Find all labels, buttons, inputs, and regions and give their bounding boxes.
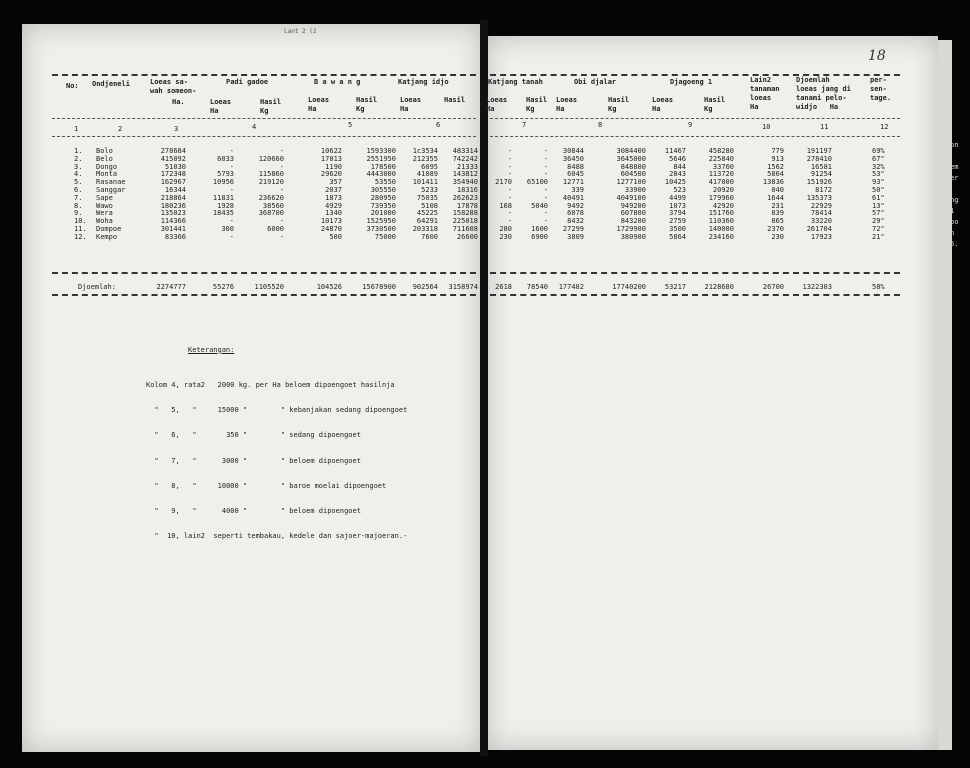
- page-number: 18: [868, 48, 886, 64]
- table-cell-lain: 230: [771, 232, 784, 241]
- table-cell-kat-h: 225018: [452, 217, 478, 226]
- total-dj-loeas: 53217: [664, 283, 686, 291]
- table-cell-sawah: 218864: [160, 193, 186, 202]
- table-cell-padi-h: 6000: [267, 225, 284, 233]
- table-cell-baw-h: 53550: [374, 178, 396, 187]
- header-dj-loeas: Loeas Ha: [652, 96, 674, 113]
- header-djagoeng: Djagoeng 1: [670, 78, 713, 86]
- table-cell-padi-l: 11831: [212, 193, 234, 202]
- table-cell-dj-tot: 22929: [810, 201, 832, 210]
- table-cell-obi-h: 380900: [620, 232, 646, 241]
- total-padi-hasil: 1105520: [254, 283, 284, 291]
- total-kt-hasil: 78540: [526, 283, 548, 291]
- colnum: 11: [820, 123, 829, 131]
- table-cell-baw-h: 305550: [370, 186, 396, 194]
- table-cell-kat-l: 75035: [416, 193, 438, 202]
- table-cell-dj-l: 844: [673, 162, 686, 171]
- table-cell-dj-tot: 151926: [806, 178, 832, 187]
- colnum: 10: [762, 123, 771, 131]
- table-cell-obi-h: 4049100: [616, 193, 646, 202]
- table-cell-kt-h: 6900: [531, 232, 548, 241]
- colnum: 12: [880, 123, 889, 131]
- notes-title: Keterangan:: [188, 345, 235, 354]
- table-cell-dj-h: 42920: [712, 201, 734, 210]
- table-cell-name: Kempo: [96, 232, 118, 241]
- table-cell-baw-l: 357: [329, 178, 342, 187]
- header-katjang-hasil: Hasil: [444, 96, 466, 104]
- table-cell-kat-h: 18316: [456, 186, 478, 194]
- header-katjang-tanah: Katjang tanah: [488, 78, 543, 86]
- total-top-rule: [52, 272, 476, 274]
- table-cell-dj-tot: 191197: [806, 147, 832, 155]
- header-kt-loeas: Loeas Ha: [486, 96, 508, 113]
- table-cell-name: Wawo: [96, 201, 113, 210]
- table-cell-baw-h: 280950: [370, 193, 396, 202]
- table-cell-obi-h: 843200: [620, 217, 646, 226]
- table-cell-baw-h: 4443000: [366, 170, 396, 179]
- table-cell-obi-h: 607800: [620, 209, 646, 218]
- table-cell-padi-h: -: [279, 147, 284, 155]
- table-cell-kat-l: 1c3534: [412, 147, 438, 155]
- table-cell-pct: 57": [872, 209, 885, 218]
- table-cell-kt-h: 5040: [531, 201, 548, 210]
- table-cell-obi-l: 36450: [562, 154, 584, 163]
- table-cell-dj-l: 3794: [669, 209, 686, 218]
- notes-line: " 6, " 350 " " sedang dipoengoet: [146, 431, 361, 440]
- header-lain-tanaman: Lain2 tanaman loeas Ha: [750, 76, 780, 111]
- header-katjang-idjo: Katjang idjo: [398, 78, 449, 86]
- table-cell-obi-l: 9492: [567, 201, 584, 210]
- table-cell-baw-l: 1340: [325, 209, 342, 218]
- header-bottom-rule: [52, 136, 476, 137]
- table-cell-name: Belo: [96, 154, 113, 163]
- table-cell-dj-l: 4499: [669, 193, 686, 202]
- table-cell-no: 8.: [74, 201, 83, 210]
- table-cell-pct: 50": [872, 186, 885, 194]
- table-cell-kt-l: -: [507, 170, 512, 179]
- table-cell-lain: 040: [771, 186, 784, 194]
- total-bottom-rule: [52, 294, 476, 296]
- table-cell-padi-h: 115860: [258, 170, 284, 179]
- table-cell-dj-h: 110360: [708, 217, 734, 226]
- colnum: 4: [252, 123, 257, 131]
- table-cell-dj-h: 20920: [712, 186, 734, 194]
- table-cell-no: 9.: [74, 209, 83, 218]
- table-cell-pct: 69%: [872, 147, 885, 155]
- colnum: 2: [118, 125, 123, 133]
- table-cell-padi-l: -: [229, 232, 234, 241]
- header-kt-hasil: Hasil Kg: [526, 96, 548, 113]
- table-cell-obi-l: 3809: [567, 232, 584, 241]
- table-cell-padi-l: 1928: [217, 201, 234, 210]
- table-cell-obi-h: 3084400: [616, 147, 646, 155]
- notes-line: " 5, " 15000 " " kebanjakan sedang dipoengoet: [146, 406, 408, 415]
- table-cell-padi-h: 219120: [258, 178, 284, 187]
- table-cell-no: 2.: [74, 154, 83, 163]
- table-cell-kt-l: -: [507, 217, 512, 226]
- table-cell-dj-h: 234160: [708, 232, 734, 241]
- total-bottom-rule-right: [490, 294, 900, 296]
- table-cell-obi-l: 8432: [567, 217, 584, 226]
- table-cell-padi-l: -: [229, 186, 234, 194]
- colnum: 6: [436, 121, 441, 129]
- table-cell-lain: 839: [771, 209, 784, 218]
- table-cell-kt-l: -: [507, 154, 512, 163]
- table-cell-obi-l: 12771: [562, 178, 584, 187]
- total-obi-loeas: 177402: [558, 283, 584, 291]
- colnum: 9: [688, 121, 693, 129]
- total-padi-loeas: 55276: [212, 283, 234, 291]
- table-cell-padi-h: -: [279, 217, 284, 226]
- table-cell-name: Rasanae: [96, 178, 126, 187]
- table-cell-padi-l: 5793: [217, 170, 234, 179]
- table-cell-baw-l: 10622: [320, 147, 342, 155]
- table-cell-kt-l: -: [507, 162, 512, 171]
- table-cell-no: 12.: [74, 232, 87, 241]
- header-top-rule: [52, 74, 476, 76]
- table-cell-kat-h: 354940: [452, 178, 478, 187]
- table-cell-sawah: 83366: [164, 232, 186, 241]
- table-cell-kat-h: 262623: [452, 193, 478, 202]
- table-cell-obi-h: 3645000: [616, 154, 646, 163]
- table-cell-name: Sape: [96, 193, 113, 202]
- table-cell-obi-h: 949200: [620, 201, 646, 210]
- table-cell-kt-h: 1600: [531, 225, 548, 233]
- table-cell-kt-l: 230: [499, 232, 512, 241]
- header-padi-gadoe: Padi gadoe: [226, 78, 269, 86]
- table-cell-padi-h: 38560: [262, 201, 284, 210]
- notes-line: Kolom 4, rata2 2000 kg. per Ha beloem dipoengoet hasilnja: [146, 381, 395, 390]
- notes-line: " 10, lain2 seperti tembakau, kedele dan sajoer-majoeran.-: [146, 532, 408, 541]
- table-cell-sawah: 114366: [160, 217, 186, 226]
- table-cell-lain: 5864: [767, 170, 784, 179]
- colnum: 1: [74, 125, 79, 133]
- header-loeas-sawah: Loeas sa- wah someon-: [150, 78, 197, 95]
- table-cell-kat-h: 26600: [456, 232, 478, 241]
- table-cell-name: Dompoe: [96, 225, 122, 233]
- total-kt-loeas: 2618: [495, 283, 512, 291]
- table-cell-kat-h: 17878: [456, 201, 478, 210]
- table-cell-no: 6.: [74, 186, 83, 194]
- table-cell-obi-h: 604500: [620, 170, 646, 179]
- table-cell-kt-l: -: [507, 186, 512, 194]
- table-cell-kat-l: 41089: [416, 170, 438, 179]
- table-cell-sawah: 172348: [160, 170, 186, 179]
- table-cell-pct: 93": [872, 178, 885, 187]
- table-cell-dj-l: 10425: [664, 178, 686, 187]
- notes-line: " 9, " 4000 " " beloem dipoengoet: [146, 507, 361, 516]
- header-dj-hasil: Hasil Kg: [704, 96, 726, 113]
- table-cell-dj-tot: 33220: [810, 217, 832, 226]
- table-cell-obi-l: 6045: [567, 170, 584, 179]
- total-persentage: 58%: [872, 283, 885, 291]
- table-cell-baw-l: 4929: [325, 201, 342, 210]
- header-loeas-sawah-unit: Ha.: [172, 98, 185, 106]
- notes-line: " 7, " 3000 " " beloem dipoengoet: [146, 456, 361, 465]
- table-cell-pct: 61": [872, 193, 885, 202]
- header-obi-djalar: Obi djalar: [574, 78, 617, 86]
- table-cell-dj-tot: 261704: [806, 225, 832, 233]
- header-obi-loeas: Loeas Ha: [556, 96, 578, 113]
- table-cell-dj-tot: 16581: [810, 162, 832, 171]
- header-onderafdeling: Ondjeneli: [92, 80, 130, 88]
- header-persentage: per- sen- tage.: [870, 76, 892, 102]
- table-cell-baw-l: 24870: [320, 225, 342, 233]
- header-bawang-hasil: Hasil Kg: [356, 96, 378, 113]
- table-cell-baw-l: 1190: [325, 162, 342, 171]
- right-page: [486, 36, 938, 750]
- table-cell-name: Dongo: [96, 162, 118, 171]
- table-cell-dj-l: 2759: [669, 217, 686, 226]
- table-cell-name: Woha: [96, 217, 113, 226]
- table-cell-name: Wera: [96, 209, 113, 218]
- total-lain: 26700: [762, 283, 784, 291]
- table-cell-kt-l: -: [507, 193, 512, 202]
- table-cell-no: 11.: [74, 225, 87, 233]
- table-cell-dj-tot: 135373: [806, 193, 832, 202]
- table-cell-sawah: 135023: [160, 209, 186, 218]
- colnum: 3: [174, 125, 179, 133]
- table-cell-no: 10.: [74, 217, 87, 226]
- table-cell-dj-h: 458280: [708, 147, 734, 155]
- table-cell-obi-h: 848800: [620, 162, 646, 171]
- table-cell-padi-l: -: [229, 217, 234, 226]
- table-cell-padi-h: 368700: [258, 209, 284, 218]
- total-label: Djoemlah:: [78, 283, 116, 291]
- colnum: 8: [598, 121, 603, 129]
- table-cell-kt-h: -: [543, 162, 548, 171]
- table-cell-no: 3.: [74, 162, 83, 171]
- table-cell-obi-l: 30844: [562, 147, 584, 155]
- colnum: 5: [348, 121, 353, 129]
- table-cell-baw-l: 1873: [325, 193, 342, 202]
- table-cell-name: Monta: [96, 170, 118, 179]
- table-cell-sawah: 180236: [160, 201, 186, 210]
- table-cell-kt-h: -: [543, 217, 548, 226]
- table-cell-baw-h: 739350: [370, 201, 396, 210]
- table-cell-baw-l: 2037: [325, 186, 342, 194]
- table-cell-padi-l: -: [229, 162, 234, 171]
- table-cell-kt-h: -: [543, 147, 548, 155]
- table-cell-kt-l: -: [507, 147, 512, 155]
- table-cell-padi-h: -: [279, 162, 284, 171]
- table-cell-dj-l: 523: [673, 186, 686, 194]
- table-cell-lain: 13836: [762, 178, 784, 187]
- table-cell-padi-l: 18435: [212, 209, 234, 218]
- table-cell-obi-h: 1729900: [616, 225, 646, 233]
- table-cell-obi-h: 33900: [624, 186, 646, 194]
- table-cell-padi-l: 6033: [217, 154, 234, 163]
- table-cell-baw-h: 2551950: [366, 154, 396, 163]
- table-cell-name: Sanggar: [96, 186, 126, 194]
- table-cell-sawah: 301441: [160, 225, 186, 233]
- table-cell-obi-l: 6078: [567, 209, 584, 218]
- table-cell-obi-l: 8488: [567, 162, 584, 171]
- table-cell-baw-h: 75000: [374, 232, 396, 241]
- table-cell-dj-h: 417000: [708, 178, 734, 187]
- table-cell-lain: 231: [771, 201, 784, 210]
- table-cell-kt-h: 65100: [526, 178, 548, 187]
- table-cell-kat-l: 7600: [421, 232, 438, 241]
- table-cell-padi-l: 10956: [212, 178, 234, 187]
- table-cell-padi-h: -: [279, 232, 284, 241]
- table-cell-no: 1.: [74, 147, 83, 155]
- header-mid-rule: [52, 118, 476, 119]
- header-djoemlah-loeas: Djoemlah loeas jang di tanami pelo- widjo Ha: [796, 76, 851, 111]
- table-cell-sawah: 16344: [164, 186, 186, 194]
- table-cell-dj-h: 113720: [708, 170, 734, 179]
- table-cell-dj-l: 1073: [669, 201, 686, 210]
- total-bawang-loeas: 104526: [316, 283, 342, 291]
- table-cell-lain: 865: [771, 217, 784, 226]
- header-no: No:: [66, 82, 79, 90]
- book-spine: [480, 20, 488, 756]
- table-cell-kt-l: -: [507, 209, 512, 218]
- table-cell-lain: 779: [771, 147, 784, 155]
- table-cell-lain: 2370: [767, 225, 784, 233]
- table-cell-baw-h: 3730500: [366, 225, 396, 233]
- total-top-rule-right: [490, 272, 900, 274]
- table-cell-dj-tot: 8172: [815, 186, 832, 194]
- table-cell-kat-l: 203318: [412, 225, 438, 233]
- table-cell-sawah: 415092: [160, 154, 186, 163]
- table-cell-pct: 29": [872, 217, 885, 226]
- table-cell-padi-h: -: [279, 186, 284, 194]
- table-cell-padi-l: -: [229, 147, 234, 155]
- table-cell-sawah: 51030: [164, 162, 186, 171]
- colnum: 7: [522, 121, 527, 129]
- table-cell-kat-h: 742242: [452, 154, 478, 163]
- table-cell-name: Bolo: [96, 147, 113, 155]
- table-cell-sawah: 278684: [160, 147, 186, 155]
- notes-line: " 8, " 10000 " " baroe moelai dipoengoet: [146, 481, 387, 490]
- table-cell-dj-tot: 91254: [810, 170, 832, 179]
- header-bawang-loeas: Loeas Ha: [308, 96, 330, 113]
- table-cell-obi-h: 1277100: [616, 178, 646, 187]
- table-cell-pct: 67": [872, 154, 885, 163]
- total-dj-hasil: 2128680: [704, 283, 734, 291]
- table-cell-dj-h: 33760: [712, 162, 734, 171]
- table-cell-kat-l: 5108: [421, 201, 438, 210]
- table-cell-pct: 21": [872, 232, 885, 241]
- table-cell-obi-l: 339: [571, 186, 584, 194]
- header-katjang-loeas: Loeas Ha: [400, 96, 422, 113]
- total-katjang-hasil: 3158974: [448, 283, 478, 291]
- table-cell-padi-h: 236620: [258, 193, 284, 202]
- table-cell-baw-l: 17013: [320, 154, 342, 163]
- table-cell-kat-h: 21333: [456, 162, 478, 171]
- next-page-edge-text: on em er ng 1 oo n 6.: [950, 141, 959, 248]
- table-cell-kt-h: -: [543, 193, 548, 202]
- table-cell-dj-tot: 278410: [806, 154, 832, 163]
- total-obi-hasil: 17740200: [612, 283, 646, 291]
- table-cell-baw-h: 1525950: [366, 217, 396, 226]
- table-cell-kat-l: 101411: [412, 178, 438, 187]
- table-cell-no: 5.: [74, 178, 83, 187]
- table-cell-padi-h: 120660: [258, 154, 284, 163]
- table-cell-pct: 32%: [872, 162, 885, 171]
- table-cell-dj-h: 140000: [708, 225, 734, 233]
- table-cell-pct: 72": [872, 225, 885, 233]
- table-cell-dj-l: 5864: [669, 232, 686, 241]
- table-cell-kt-h: -: [543, 209, 548, 218]
- table-cell-padi-l: 300: [221, 225, 234, 233]
- table-cell-no: 4.: [74, 170, 83, 179]
- table-cell-kat-l: 212355: [412, 154, 438, 163]
- total-djoemlah: 1322303: [802, 283, 832, 291]
- table-cell-kat-h: 483314: [452, 147, 478, 155]
- header-bottom-rule-right: [490, 136, 900, 137]
- table-cell-dj-l: 5646: [669, 154, 686, 163]
- table-cell-baw-h: 1593300: [366, 147, 396, 155]
- table-cell-kat-l: 6095: [421, 162, 438, 171]
- table-cell-kat-h: 158288: [452, 209, 478, 218]
- table-cell-dj-tot: 78414: [810, 209, 832, 218]
- table-cell-obi-l: 27299: [562, 225, 584, 233]
- table-cell-dj-tot: 17923: [810, 232, 832, 241]
- table-cell-lain: 1644: [767, 193, 784, 202]
- table-cell-pct: 53": [872, 170, 885, 179]
- table-cell-lain: 1562: [767, 162, 784, 171]
- table-cell-sawah: 162967: [160, 178, 186, 187]
- table-cell-baw-l: 29620: [320, 170, 342, 179]
- header-padi-hasil: Hasil Kg: [260, 98, 282, 115]
- table-cell-baw-l: 10173: [320, 217, 342, 226]
- table-cell-pct: 13": [872, 201, 885, 210]
- top-scribble: Lant 2 (2: [284, 28, 317, 35]
- table-cell-baw-h: 201000: [370, 209, 396, 218]
- table-cell-kat-l: 45225: [416, 209, 438, 218]
- table-cell-kat-h: 711608: [452, 225, 478, 233]
- table-cell-dj-h: 151760: [708, 209, 734, 218]
- header-mid-rule-right: [490, 118, 900, 119]
- table-cell-kat-l: 5233: [421, 186, 438, 194]
- total-bawang-hasil: 15678900: [362, 283, 396, 291]
- table-cell-kat-l: 64291: [416, 217, 438, 226]
- table-cell-kt-h: -: [543, 170, 548, 179]
- table-cell-dj-l: 2843: [669, 170, 686, 179]
- table-cell-dj-l: 3500: [669, 225, 686, 233]
- table-cell-kat-h: 143812: [452, 170, 478, 179]
- table-cell-obi-l: 40491: [562, 193, 584, 202]
- table-cell-no: 7.: [74, 193, 83, 202]
- table-cell-kt-l: 280: [499, 225, 512, 233]
- header-bawang: B a w a n g: [314, 78, 361, 86]
- table-cell-kt-l: 2170: [495, 178, 512, 187]
- total-katjang-loeas: 902564: [412, 283, 438, 291]
- table-cell-baw-l: 500: [329, 232, 342, 241]
- table-cell-kt-h: -: [543, 186, 548, 194]
- header-obi-hasil: Hasil Kg: [608, 96, 630, 113]
- table-cell-dj-l: 11467: [664, 147, 686, 155]
- table-cell-baw-h: 178500: [370, 162, 396, 171]
- table-cell-kt-h: -: [543, 154, 548, 163]
- table-cell-dj-h: 179960: [708, 193, 734, 202]
- table-cell-lain: 913: [771, 154, 784, 163]
- total-sawah: 2274777: [156, 283, 186, 291]
- header-padi-loeas: Loeas Ha: [210, 98, 232, 115]
- table-cell-kt-l: 168: [499, 201, 512, 210]
- table-cell-dj-h: 225840: [708, 154, 734, 163]
- notes-block: [146, 329, 407, 549]
